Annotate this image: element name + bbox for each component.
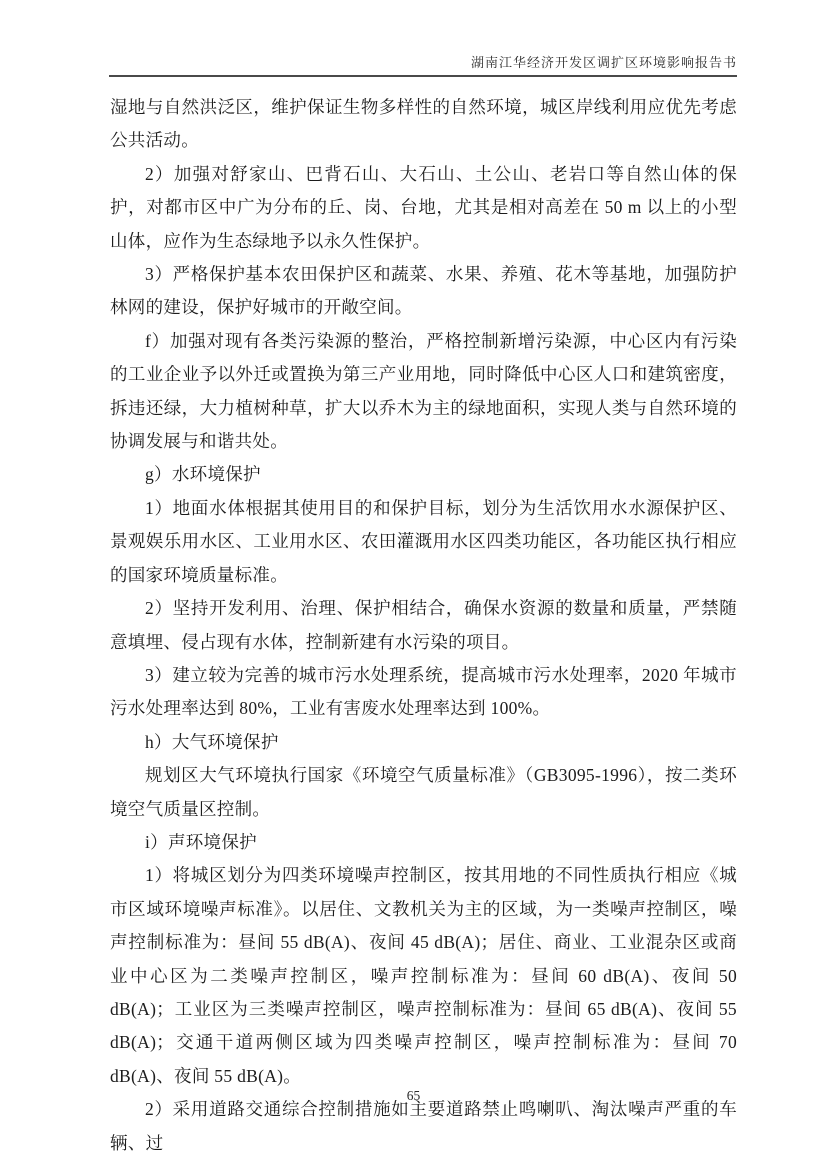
- page-number: 65: [406, 1088, 421, 1103]
- page-header: [110, 52, 737, 71]
- page-footer: [0, 1088, 827, 1104]
- document-body: [110, 91, 737, 1160]
- header-rule: [109, 75, 737, 77]
- paragraph: 3）严格保护基本农田保护区和蔬菜、水果、养殖、花木等基地，加强防护林网的建设，保护好城市的开敞空间。: [110, 264, 737, 318]
- paragraph: i）声环境保护: [145, 831, 257, 852]
- paragraph: g）水环境保护: [145, 464, 261, 485]
- paragraph: 2）坚持开发利用、治理、保护相结合，确保水资源的数量和质量，严禁随意填埋、侵占现有水体，控制新建有水污染的项目。: [110, 598, 737, 652]
- paragraph: h）大气环境保护: [145, 731, 279, 752]
- paragraph: 2）采用道路交通综合控制措施如主要道路禁止鸣喇叭、淘汰噪声严重的车辆、过: [110, 1099, 737, 1153]
- paragraph: 规划区大气环境执行国家《环境空气质量标准》（GB3095-1996），按二类环境空气质量区控制。: [110, 765, 737, 819]
- paragraph: 2）加强对舒家山、巴背石山、大石山、土公山、老岩口等自然山体的保护，对都市区中广为分布的丘、岗、台地，尤其是相对高差在 50 m 以上的小型山体，应作为生态绿地予以永久性保护。: [110, 163, 737, 251]
- paragraph: 1）地面水体根据其使用目的和保护目标，划分为生活饮用水水源保护区、景观娱乐用水区、工业用水区、农田灌溉用水区四类功能区，各功能区执行相应的国家环境质量标准。: [110, 497, 737, 585]
- header-title: 湖南江华经济开发区调扩区环境影响报告书: [470, 55, 737, 70]
- paragraph: 湿地与自然洪泛区，维护保证生物多样性的自然环境，城区岸线利用应优先考虑公共活动。: [110, 97, 737, 151]
- paragraph: 1）将城区划分为四类环境噪声控制区，按其用地的不同性质执行相应《城市区域环境噪声标准》。以居住、文教机关为主的区域，为一类噪声控制区，噪声控制标准为：昼间 55 dB(A)、夜间 45 dB(A)；居住、商业、工业混杂区或商业中心区为二类噪声控制区，噪声控制标准为：昼间 60 dB(A)、夜间 50 dB(A)；工业区为三类噪声控制区，噪声控制标准为：昼间 65 dB(A)、夜间 55 dB(A)；交通干道两侧区域为四类噪声控制区，噪声控制标准为：昼间 70 dB(A)、夜间 55 dB(A)。: [110, 865, 737, 1086]
- paragraph: f）加强对现有各类污染源的整治，严格控制新增污染源，中心区内有污染的工业企业予以外迁或置换为第三产业用地，同时降低中心区人口和建筑密度，拆违还绿，大力植树种草，扩大以乔木为主的绿地面积，实现人类与自然环境的协调发展与和谐共处。: [110, 330, 737, 452]
- paragraph: 3）建立较为完善的城市污水处理系统，提高城市污水处理率，2020 年城市污水处理率达到 80%，工业有害废水处理率达到 100%。: [110, 664, 737, 719]
